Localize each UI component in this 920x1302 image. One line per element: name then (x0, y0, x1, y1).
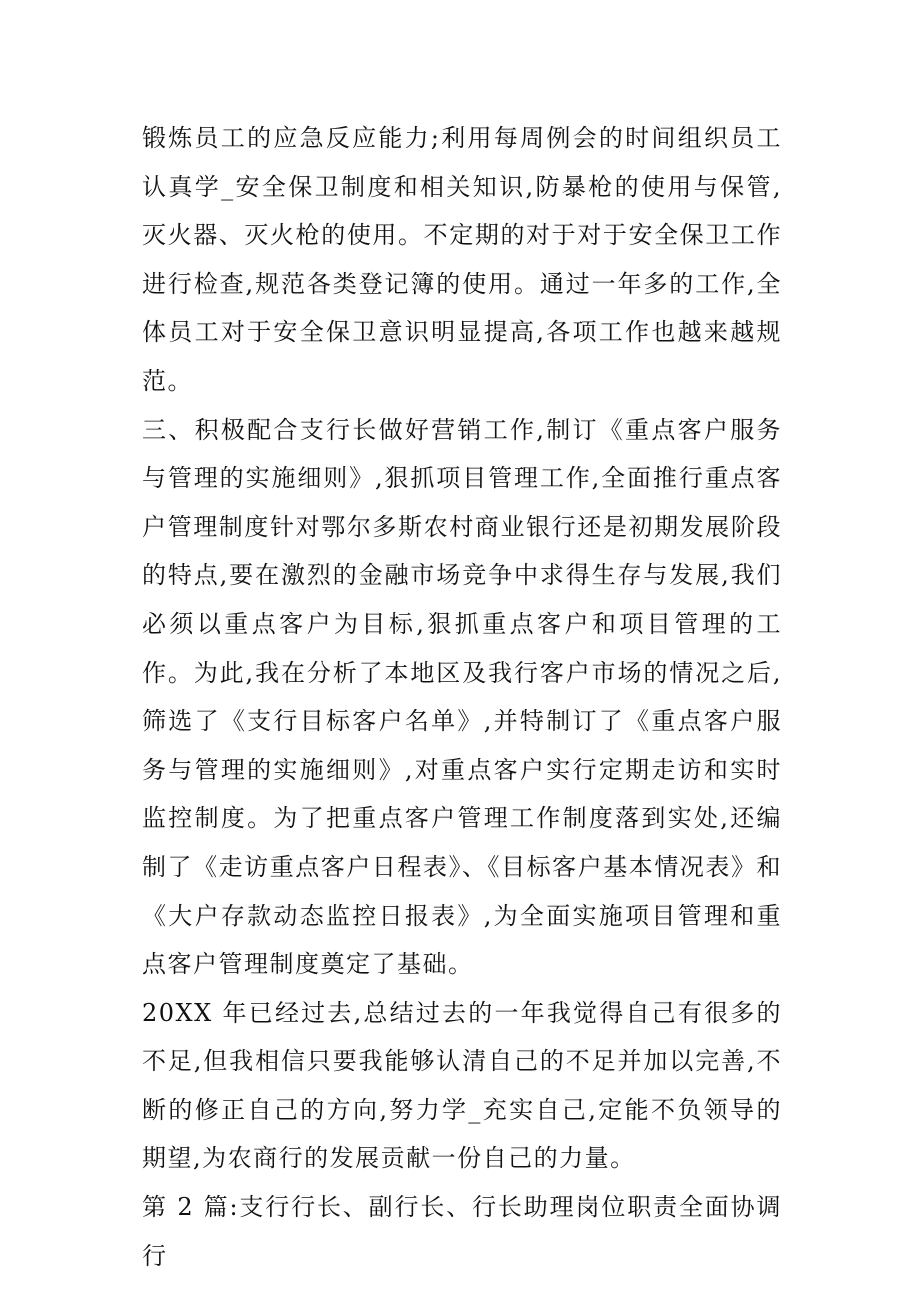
paragraph-year-summary: 20XX 年已经过去,总结过去的一年我觉得自己有很多的不足,但我相信只要我能够认清自己的不足并加以完善,不断的修正自己的方向,努力学_充实自己,定能不负领导的期望,为农商行的发展贡献一份自己的力量。 (142, 998, 782, 1173)
document-body (142, 114, 782, 1280)
paragraph-security-training: 锻炼员工的应急反应能力;利用每周例会的时间组织员工认真学_安全保卫制度和相关知识,防暴枪的使用与保管,灭火器、灭火枪的使用。不定期的对于对于安全保卫工作进行检查,规范各类登记簿的使用。通过一年多的工作,全体员工对于安全保卫意识明显提高,各项工作也越来越规范。 (142, 124, 782, 395)
paragraph-section-2-heading: 第 2 篇:支行行长、副行长、行长助理岗位职责全面协调行 (142, 1193, 782, 1270)
paragraph-marketing-work: 三、积极配合支行长做好营销工作,制订《重点客户服务与管理的实施细则》,狠抓项目管理工作,全面推行重点客户管理制度针对鄂尔多斯农村商业银行还是初期发展阶段的特点,要在激烈的金融市场竞争中求得生存与发展,我们必须以重点客户为目标,狠抓重点客户和项目管理的工作。为此,我在分析了本地区及我行客户市场的情况之后,筛选了《支行目标客户名单》,并特制订了《重点客户服务与管理的实施细则》,对重点客户实行定期走访和实时监控制度。为了把重点客户管理工作制度落到实处,还编制了《走访重点客户日程表》、《目标客户基本情况表》和《大户存款动态监控日报表》,为全面实施项目管理和重点客户管理制度奠定了基础。 (142, 415, 782, 979)
